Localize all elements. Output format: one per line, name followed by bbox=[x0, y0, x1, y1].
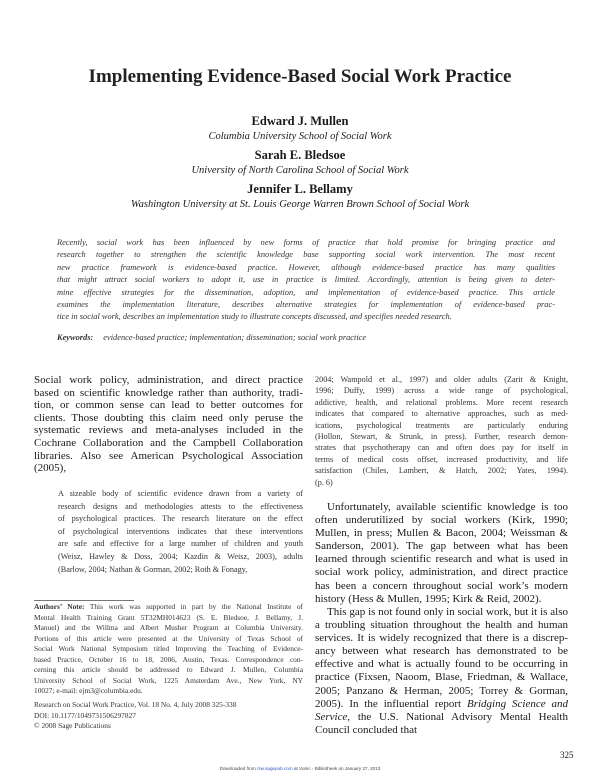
abstract bbox=[57, 237, 555, 324]
text-line: Authors’ Note: This work was supported in part by the National Institute of bbox=[34, 602, 303, 611]
text-line: (Barlow, 2004; Nathan & Gorman, 2002; Roth & Fonagy, bbox=[58, 564, 248, 574]
report-title: Bridging Science and bbox=[467, 697, 568, 710]
author-affiliation: Washington University at St. Louis George Warren Brown School of Social Work bbox=[130, 199, 470, 210]
text-line: (Hollon, Stewart, & Strunk, in press). Further, research demon- bbox=[315, 432, 568, 442]
text-line: based Practice, October 16 to 18, 2006, Austin, Texas. Correspondence con- bbox=[34, 654, 303, 664]
text-line: 2005; Panzano & Herman, 2005; Torrey & Gorman, bbox=[315, 684, 568, 697]
text-line: (p. 6) bbox=[315, 477, 333, 487]
paragraph-health-services bbox=[315, 606, 568, 737]
keywords-text: evidence-based practice; implementation; dissemination; social work practice bbox=[103, 333, 367, 342]
text-line: Social Work National Symposium titled Improving the Teaching of Evidence- bbox=[34, 644, 303, 653]
text-line: addictive, health, and relational problems. More recent research bbox=[315, 397, 568, 407]
text-line: learned through scientific research and what is used in bbox=[315, 553, 568, 566]
text-line: terms of medical costs offset, increased productivity, and life bbox=[315, 454, 568, 464]
text-line: ications, psychological treatments are particularly enduring bbox=[315, 420, 568, 430]
text-line: effective and what is actually found to be occurring in bbox=[315, 658, 568, 671]
text-line: strates that psychotherapy can and often does pay for itself in bbox=[315, 443, 568, 453]
block-quote-part1 bbox=[58, 488, 303, 576]
author-name: Sarah E. Bledsoe bbox=[254, 148, 346, 162]
text-line: Portions of this article were presented at the University of Texas School of bbox=[34, 633, 303, 643]
authors-note bbox=[34, 602, 303, 697]
download-notice bbox=[0, 766, 600, 772]
intro-paragraph bbox=[34, 374, 303, 475]
text-line: a troubling situation throughout the health and human bbox=[315, 619, 568, 632]
report-title: Service bbox=[315, 710, 348, 723]
text-line: 2004; Wampold et al., 1997) and older adults (Zarit & Knight, bbox=[315, 375, 568, 384]
text-line: examines the implementation literature, describes alternative strategies for implementation of evidence-based prac- bbox=[57, 300, 555, 310]
paragraph-gap bbox=[315, 501, 568, 606]
text-line: (Weisz, Hawley & Doss, 2004; Kazdin & Weisz, 2003), adults bbox=[58, 551, 303, 561]
citation-info bbox=[34, 700, 236, 732]
text-line: This gap is not found only in social work, but it is also bbox=[327, 606, 568, 618]
text-line: Service, the U.S. National Advisory Mental Health bbox=[315, 710, 568, 723]
text-line: indicates that compared to alternative approaches, such as med- bbox=[315, 409, 568, 419]
text-line: of psychological practices. The research literature on the effect bbox=[58, 514, 303, 524]
text-line: Sanderson, 2001). The gap between what has been bbox=[315, 540, 568, 553]
authors-note-label: Authors’ Note: bbox=[34, 602, 85, 611]
text-line: 2005). In the influential report Bridging Science and bbox=[315, 697, 568, 710]
download-link[interactable]: rsw.sagepub.com bbox=[256, 766, 293, 771]
author-affiliation: Columbia University School of Social Work bbox=[208, 131, 392, 142]
text-line: of psychological interventions indicates that these interventions bbox=[58, 526, 303, 536]
text-line: Social work policy, administration, and direct practice bbox=[34, 374, 303, 386]
text-line: often underutilized by social workers (Kirk, 1990; bbox=[315, 514, 568, 527]
page-number: 325 bbox=[560, 750, 574, 760]
text-line: (2005), bbox=[34, 462, 67, 475]
text-line: has been a concern throughout social work’s modern bbox=[315, 579, 568, 592]
text-line: Recently, social work has been influenced by new forms of practice that hold promise for bringing practice and bbox=[57, 238, 555, 247]
text-line: University School of Social Work, 1225 Amsterdam Ave., New York, NY bbox=[34, 675, 303, 685]
text-line: cerning this article should be addressed to Edward J. Mullen, Columbia bbox=[34, 665, 303, 674]
download-suffix: at Vumc - Bibliotheek on January 27, 2013 bbox=[292, 766, 381, 771]
text-line: mine effective strategies for the dissemination, adoption, and implementation of evidence-based practice. This article bbox=[57, 287, 555, 297]
citation-line: © 2008 Sage Publications bbox=[34, 721, 111, 730]
keywords bbox=[57, 332, 366, 343]
article-title: Implementing Evidence-Based Social Work Practice bbox=[88, 66, 512, 87]
text-line: clients. Those doubting this claim need only peruse the bbox=[34, 411, 303, 424]
text-line: 10027; e-mail: ejm3@columbia.edu. bbox=[34, 686, 143, 695]
text-line: Cochrane Collaboration and the Campbell Collaboration bbox=[34, 436, 303, 449]
author-name: Jennifer L. Bellamy bbox=[247, 182, 353, 196]
text-line: Manuel) and the Willma and Albert Musher Program at Columbia University. bbox=[34, 623, 303, 632]
text-line: new practice framework is evidence-based practice. However, although evidence-based practice has many qualities bbox=[57, 262, 555, 272]
text-line: services. It is widely recognized that there is a discrep- bbox=[315, 632, 568, 645]
text-line: tion, or common sense can lead to better outcomes for bbox=[34, 399, 303, 412]
text-line: Mullen, in press; Mullen & Bacon, 2004; Weissman & bbox=[315, 527, 568, 540]
author-name: Edward J. Mullen bbox=[251, 114, 349, 128]
text-line: history (Hess & Mullen, 1995; Kirk & Reid, 2002). bbox=[315, 592, 542, 605]
text-line: libraries. Also see American Psychological Association bbox=[34, 449, 303, 462]
text-line: systematic reviews and meta-analyses included in the bbox=[34, 424, 303, 437]
text-line: 1996; Duffy, 1999) across a wide range of psychological, bbox=[315, 386, 568, 396]
footnote-divider bbox=[34, 600, 134, 601]
block-quote-part2 bbox=[315, 374, 568, 488]
text-line: are safe and effective for a large number of children and youth bbox=[58, 539, 303, 549]
text-line: that might attract social workers to adopt it, use in practice is limited. Accordingly, attention is being given to deter- bbox=[57, 275, 555, 285]
text-line: Mental Health Training Grant 5T32MH014623 (S. E. Bledsoe, J. Bellamy, J. bbox=[34, 612, 303, 622]
download-prefix: Downloaded from bbox=[219, 766, 257, 771]
keywords-label: Keywords: bbox=[57, 333, 94, 342]
text-line: ancy between what research has demonstrated to be bbox=[315, 645, 568, 658]
text-line: Council concluded that bbox=[315, 723, 418, 736]
text-line: social work policy, administration, and direct practice bbox=[315, 566, 568, 579]
citation-line: DOI: 10.1177/1049731506297827 bbox=[34, 710, 136, 720]
author-affiliation: University of North Carolina School of Social Work bbox=[191, 165, 409, 176]
citation-line: Research on Social Work Practice, Vol. 18 No. 4, July 2008 325-338 bbox=[34, 700, 237, 709]
text-line: based on scientific knowledge rather than authority, tradi- bbox=[34, 386, 303, 399]
text-line: satisfaction (Chiles, Lambert, & Hatch, 2002; Yates, 1994). bbox=[315, 466, 568, 476]
text-line: Unfortunately, available scientific knowledge is too bbox=[327, 501, 568, 513]
text-line: A sizeable body of scientific evidence drawn from a variety of bbox=[58, 489, 303, 498]
text-line: research designs and methodologies attests to the effectiveness bbox=[58, 501, 303, 511]
text-line: practice (Fixsen, Naoom, Blase, Friedman, & Wallace, bbox=[315, 671, 568, 684]
text-line: tice in social work, describes an implementation study to illustrate concepts discussed, and specifies needed research. bbox=[57, 312, 452, 322]
text-line: research together to strengthen the scientific knowledge base supporting social work intervention. The most recent bbox=[57, 250, 555, 260]
